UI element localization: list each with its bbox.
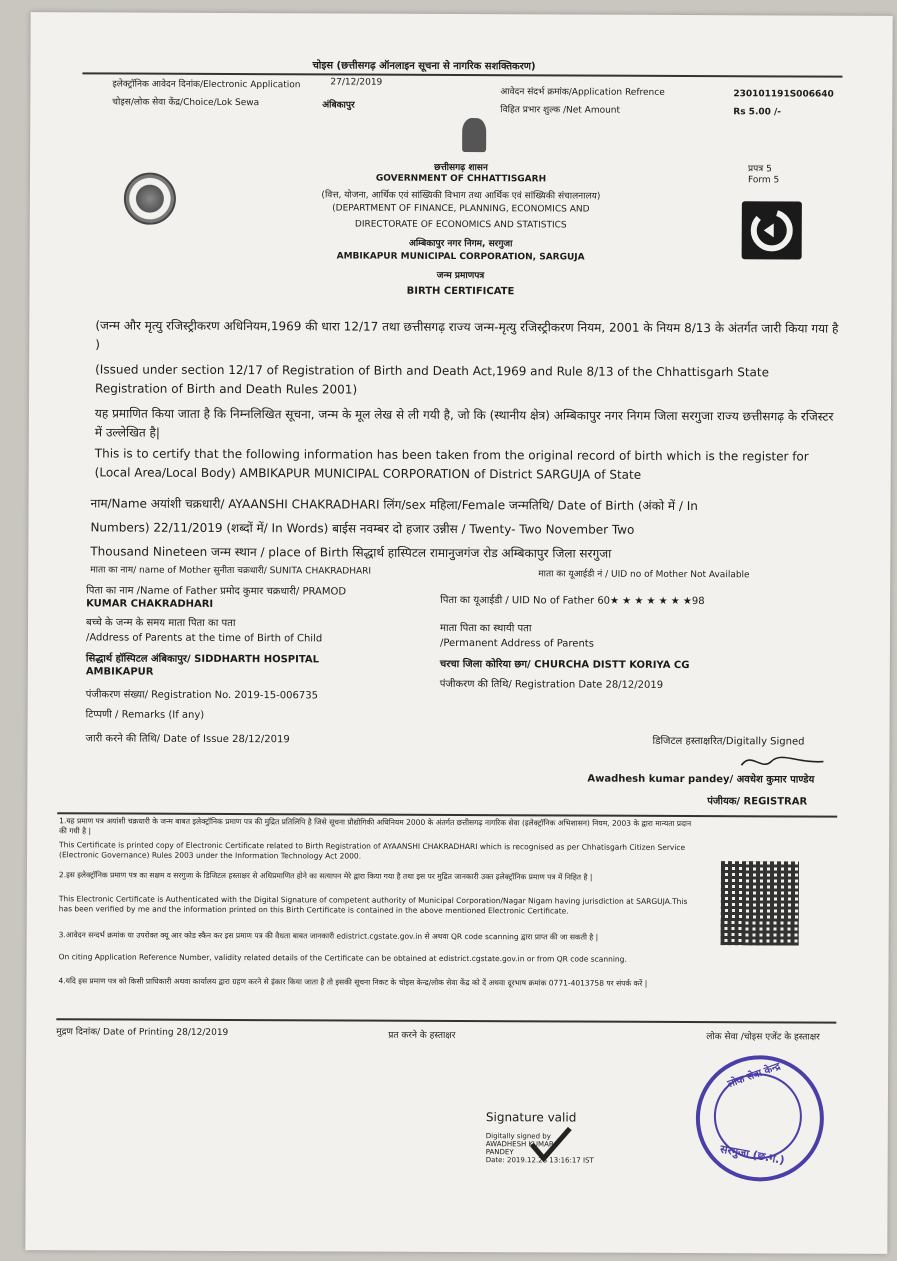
checkmark-icon xyxy=(528,1124,574,1164)
ref-value: 230101191S006640 xyxy=(733,89,834,100)
cert-title: BIRTH CERTIFICATE xyxy=(406,285,515,298)
amount-label: विहित प्रभार शुल्क /Net Amount xyxy=(500,105,621,116)
mother-uid: माता का यूआईडी नं / UID no of Mother Not Available xyxy=(538,569,750,581)
lok-seva-label: लोक सेवा /चोइस एजेंट के हस्ताक्षर xyxy=(706,1032,820,1043)
note-1-hindi: 1.यह प्रमाण पत्र अयांशी चक्रधारी के जन्म बाबत इलेक्ट्रॉनिक प्रमाण पत्र की मुद्रित प्रतिलिपि है जिसे सूचना प्रौद्योगिकी अधिनियम 2000 के अंतर्गत छत्तीसगढ़ नागरिक सेवा (इलेक्ट्रॉनिक अभिशासन) नियम, 2003 के द्वारा मान्यता प्रदान की गयी है | xyxy=(59,816,692,836)
corp-hindi: अम्बिकापुर नगर निगम, सरगुजा xyxy=(408,238,513,250)
sig-detail-3: PANDEY xyxy=(485,1148,514,1157)
print-date: मुद्रण दिनांक/ Date of Printing 28/12/2019 xyxy=(56,1027,229,1038)
registrar-label: पंजीयक/ REGISTRAR xyxy=(707,796,808,808)
dept-line-2: DIRECTORATE OF ECONOMICS AND STATISTICS xyxy=(354,219,567,231)
father-uid: पिता का यूआईडी / UID No of Father 60★ ★ ★ ★ ★ ★ ★98 xyxy=(440,594,705,608)
act-english: (Issued under section 12/17 of Registration of Birth and Death Act,1969 and Rule 8/13 of the Chhattisgarh State Registration of Birth and Death Rules 2001) xyxy=(95,362,770,397)
address-value-1: सिद्धार्थ हॉस्पिटल अंबिकापुर/ SIDDHARTH HOSPITAL xyxy=(85,653,320,666)
amount-value: Rs 5.00 /- xyxy=(733,107,782,118)
note-3-english: On citing Application Reference Number, validity related details of the Certificate can be obtained at edistrict.cgstate.gov.in or from QR code scanning. xyxy=(58,952,627,964)
sig-detail-1: Digitally signed by xyxy=(485,1132,551,1141)
certify-hindi: यह प्रमाणित किया जाता है कि निम्नलिखित सूचना, जन्म के मूल लेख से ली गयी है, जो कि (स्थानीय क्षेत्र) अम्बिकापुर नगर निगम जिला सरगुजा राज्य छत्तीसगढ़ के रजिस्टर में उल्लेखित है| xyxy=(94,406,834,440)
app-date: 27/12/2019 xyxy=(330,77,383,88)
registration-no: पंजीकरण संख्या/ Registration No. 2019-15-006735 xyxy=(85,689,318,702)
ref-label: आवेदन संदर्भ क्रमांक/Application Refrence xyxy=(500,87,665,98)
father-name-cont: KUMAR CHAKRADHARI xyxy=(86,598,214,610)
choice-label: चोइस/लोक सेवा केंद्र/Choice/Lok Sewa xyxy=(112,97,260,109)
note-3-hindi: 3.आवेदन सन्दर्भ क्रमांक या उपरोक्त क्यू आर कोड स्कैन कर इस प्रमाण पत्र की वैधता बाबत जानकारी edistrict.cgstate.gov.in से अथवा QR code scanning द्वारा प्राप्त की जा सकती है | xyxy=(58,930,599,942)
registration-date: पंजीकरण की तिथि/ Registration Date 28/12/2019 xyxy=(439,678,664,691)
child-name-line: नाम/Name अयांशी चक्रधारी/ AYAANSHI CHAKRADHARI लिंग/sex महिला/Female जन्मतिथि/ Date of Birth (अंको में / In xyxy=(90,496,698,514)
remarks: टिप्पणी / Remarks (If any) xyxy=(85,709,205,721)
address-label: /Address of Parents at the time of Birth of Child xyxy=(85,632,323,645)
cert-hindi: जन्म प्रमाणपत्र xyxy=(436,270,485,282)
stamp-bottom-text: सरगुजा (छ.ग.) xyxy=(719,1142,786,1167)
address-hindi: बच्चे के जन्म के समय माता पिता का पता xyxy=(86,617,236,630)
sig-detail-4: Date: 2019.12.28 13:16:17 IST xyxy=(485,1156,594,1165)
note-4-hindi: 4.यदि इस प्रमाण पत्र को किसी प्राधिकारी अथवा कार्यालय द्वारा ग्रहण करने से इंकार किया जाता है तो इसकी सूचना निकट के चोइस केन्द्र/लोक सेवा केंद्र को दें अथवा दूरभाष क्रमांक 0771-4013758 पर संपर्क करें | xyxy=(58,976,648,988)
dob-line: Numbers) 22/11/2019 (शब्दों में/ In Words) बाईस नवम्बर दो हजार उन्नीस / Twenty- Two November Two xyxy=(90,520,635,537)
perm-address-label: /Permanent Address of Parents xyxy=(439,637,594,650)
mother-name: माता का नाम/ name of Mother सुनीता चक्रधारी/ SUNITA CHAKRADHARI xyxy=(90,565,372,577)
act-hindi: (जन्म और मृत्यु रजिस्ट्रीकरण अधिनियम,1969 की धारा 12/17 तथा छत्तीसगढ़ राज्य जन्म-मृत्यु रजिस्ट्रीकरण नियम, 2001 के नियम 8/13 के अंतर्गत जारी किया गया है ) xyxy=(95,318,839,352)
father-name: पिता का नाम /Name of Father प्रमोद कुमार चक्रधारी/ PRAMOD xyxy=(86,585,347,598)
sig-detail-2: AWADHESH KUMAR xyxy=(485,1140,554,1149)
perm-address-value: चरचा जिला कोरिया छग/ CHURCHA DISTT KORIYA CG xyxy=(439,658,690,672)
corp-name: AMBIKAPUR MUNICIPAL CORPORATION, SARGUJA xyxy=(336,251,585,263)
choice-title: चोइस (छत्तीसगढ़ ऑनलाइन सूचना से नागरिक सशक्तिकरण) xyxy=(312,60,536,73)
choice-value: अंबिकापुर xyxy=(322,100,355,111)
signature-valid: Signature valid xyxy=(485,1110,577,1125)
registrar-signature xyxy=(737,749,827,773)
perm-address-hindi: माता पिता का स्थायी पता xyxy=(439,622,532,635)
digitally-signed-label: डिजिटल हस्ताक्षरित/Digitally Signed xyxy=(652,735,805,748)
place-of-birth-line: Thousand Nineteen जन्म स्थान / place of Birth सिद्धार्थ हास्पिटल रामानुजगंज रोड अम्बिकापुर जिला सरगुजा xyxy=(90,544,612,561)
dept-hindi: (वित्त, योजना, आर्थिक एवं सांख्यिकी विभाग तथा आर्थिक एवं सांख्यिकी संचालनालय) xyxy=(321,190,601,202)
certificate-sheet xyxy=(25,12,892,1254)
dept-line-1: (DEPARTMENT OF FINANCE, PLANNING, ECONOMICS AND xyxy=(332,203,590,215)
office-stamp xyxy=(696,1055,825,1182)
footer-divider-bottom xyxy=(56,1018,836,1023)
issue-date: जारी करने की तिथि/ Date of Issue 28/12/2019 xyxy=(85,733,290,746)
app-date-label: इलेक्ट्रॉनिक आवेदन दिनांक/Electronic Application xyxy=(112,79,301,91)
national-emblem-icon xyxy=(462,118,486,152)
stamp-top-text: लोक सेवा केन्द्र xyxy=(726,1061,782,1091)
address-value-2: AMBIKAPUR xyxy=(85,666,154,678)
form-label: Form 5 xyxy=(747,175,780,186)
govt-name: GOVERNMENT OF CHHATTISGARH xyxy=(375,173,547,185)
certify-english: This is to certify that the following information has been taken from the original record of birth which is the register for (Local Area/Local Body) AMBIKAPUR MUNICIPAL CORPORATION of District SARGUJA of State xyxy=(94,446,809,482)
qr-code[interactable] xyxy=(721,861,799,945)
signatory-name: Awadhesh kumar pandey/ अवधेश कुमार पाण्डेय xyxy=(587,773,815,786)
form-hindi: प्रपत्र 5 xyxy=(748,164,772,175)
signer-label: प्रत करने के हस्ताक्षर xyxy=(388,1030,456,1041)
govt-hindi: छत्तीसगढ़ शासन xyxy=(434,162,488,174)
note-2-hindi: 2.इस इलेक्ट्रॉनिक प्रमाण पत्र का सक्षम व सरगुजा के डिजिटल हस्ताक्षर से अधिप्रमाणित होने का सत्यापन मेरे द्वारा किया गया है तथा इस पर मुद्रित जानकारी उक्त इलेक्ट्रॉनिक प्रमाण पत्र में निहित है | xyxy=(58,870,593,882)
note-1-english: This Certificate is printed copy of Electronic Certificate related to Birth Registration of AYAANSHI CHAKRADHARI which is recognised as per Chhatisgarh Citizen Service (Electronic Governance) Rules 2003 under the Information Technology Act 2000. xyxy=(59,840,686,861)
note-2-english: This Electronic Certificate is Authenticated with the Digital Signature of competent authority of Municipal Corporation/Nagar Nigam having jurisdiction at SARGUJA.This has been verified by me and the information printed on this Birth Certificate is contained in the above mentioned Electronic Certificate. xyxy=(58,894,688,916)
